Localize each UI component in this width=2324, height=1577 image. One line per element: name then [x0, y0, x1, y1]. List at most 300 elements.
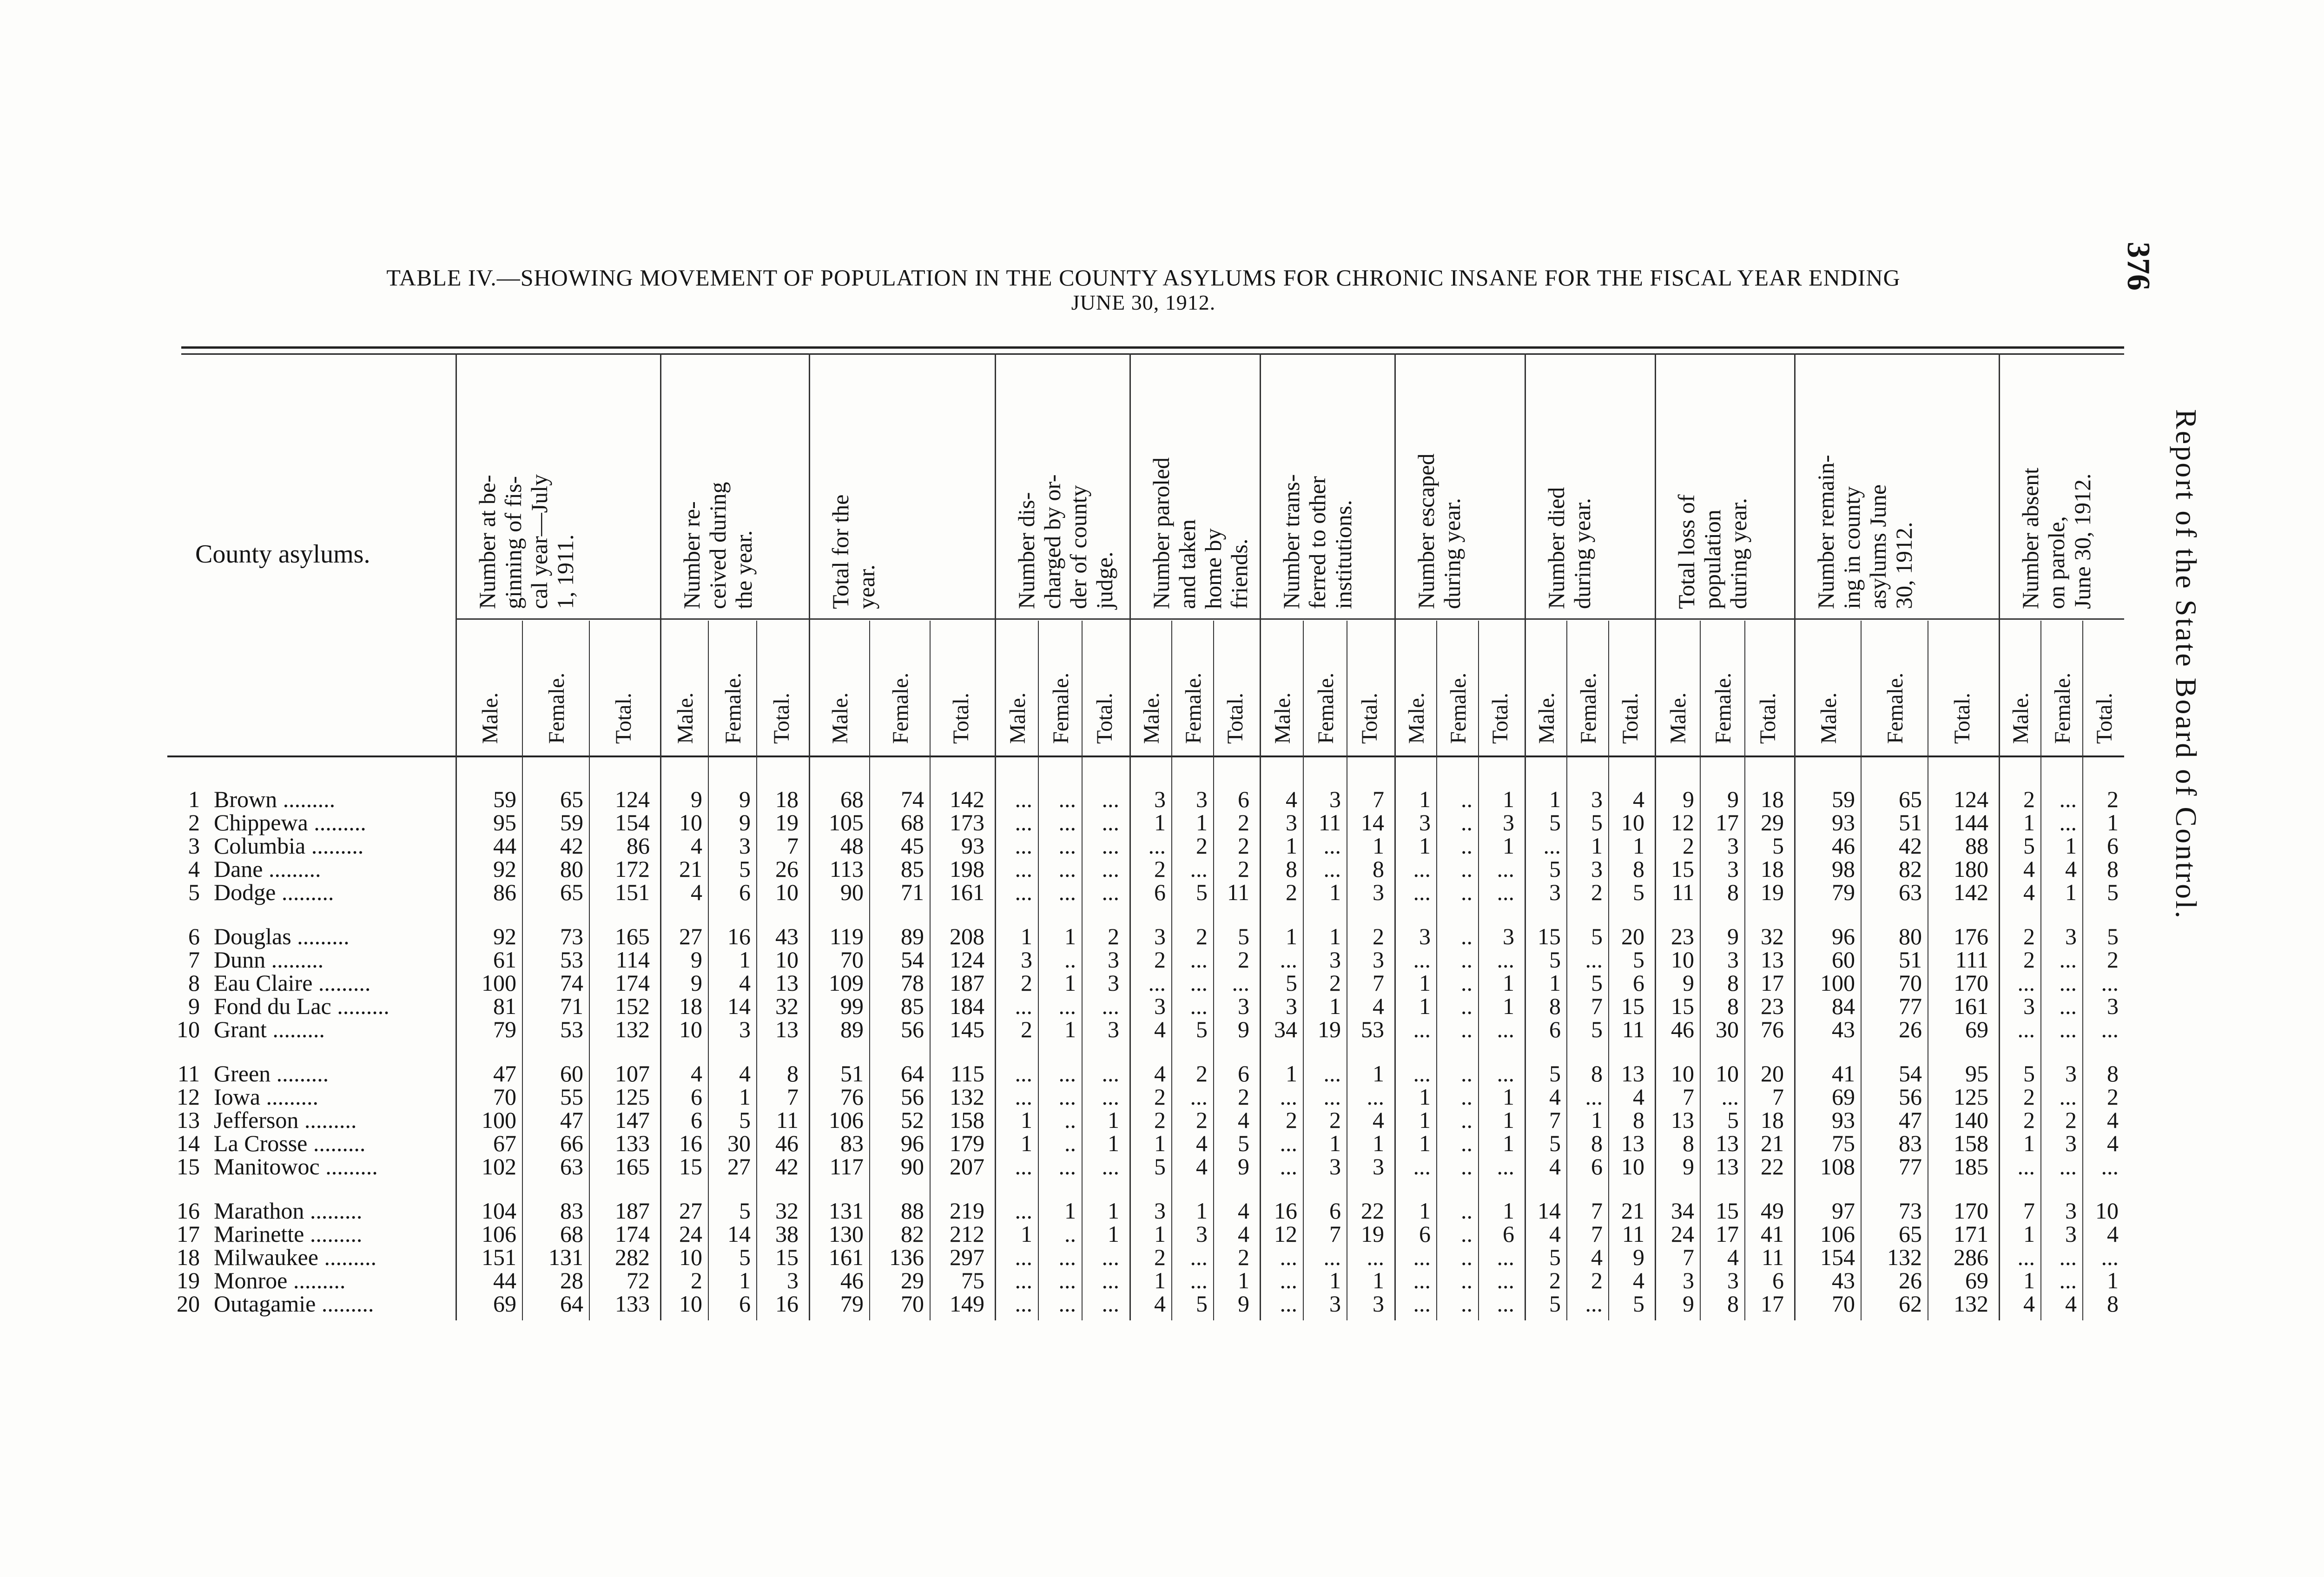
table-cell: .. — [1461, 1107, 1472, 1133]
table-cell: 2 — [2023, 1084, 2035, 1110]
table-cell: ... — [1015, 1267, 1032, 1293]
table-cell: 56 — [901, 1084, 924, 1110]
table-cell: 19 — [1318, 1016, 1341, 1042]
table-cell: ... — [1015, 993, 1032, 1019]
table-cell: ... — [2101, 970, 2119, 996]
table-cell: ... — [1413, 947, 1431, 973]
county-name: Grant ..... — [214, 1016, 325, 1043]
table-cell: 7 — [1683, 1084, 1694, 1110]
table-cell: 1 — [1549, 970, 1561, 996]
table-cell: 4 — [1633, 1267, 1644, 1293]
table-cell: 7 — [1591, 1221, 1603, 1247]
table-cell: 174 — [615, 970, 650, 996]
table-cell: ... — [2059, 947, 2077, 973]
table-cell: 1 — [1503, 970, 1514, 996]
table-cell: 5 — [1549, 1130, 1561, 1156]
table-cell: 4 — [1154, 1291, 1166, 1317]
sub-header-total: Total. — [1092, 693, 1117, 744]
table-cell: 66 — [560, 1130, 583, 1156]
table-cell: 151 — [482, 1244, 516, 1270]
table-cell: 1 — [1419, 993, 1431, 1019]
table-cell: 13 — [775, 1016, 799, 1042]
table-cell: 85 — [901, 993, 924, 1019]
table-cell: 1 — [1021, 923, 1032, 949]
table-cell: ... — [2059, 1153, 2077, 1179]
table-cell: ... — [1148, 970, 1166, 996]
county-name: Outagamie ..... — [214, 1290, 374, 1317]
table-cell: 149 — [950, 1291, 984, 1317]
table-cell: 82 — [901, 1221, 924, 1247]
county-name: Chippewa ..... — [214, 809, 366, 836]
table-cell: 102 — [482, 1153, 516, 1179]
table-cell: 2 — [2023, 923, 2035, 949]
table-cell: 115 — [950, 1060, 984, 1087]
table-cell: 56 — [1899, 1084, 1922, 1110]
table-cell: 43 — [1832, 1267, 1855, 1293]
table-cell: 1 — [1108, 1130, 1119, 1156]
table-cell: 6 — [1772, 1267, 1784, 1293]
table-cell: 219 — [950, 1198, 984, 1224]
table-cell: 18 — [1761, 786, 1784, 812]
row-number: 16 — [177, 1198, 200, 1224]
table-cell: 125 — [615, 1084, 650, 1110]
table-cell: 113 — [829, 856, 864, 882]
table-cell: 3 — [1108, 970, 1119, 996]
table-cell: 7 — [787, 833, 799, 859]
table-cell: 7 — [2023, 1198, 2035, 1224]
table-cell: .. — [1461, 947, 1472, 973]
table-cell: 130 — [829, 1221, 864, 1247]
table-cell: 82 — [1899, 856, 1922, 882]
table-cell: .. — [1461, 1016, 1472, 1042]
table-cell: 1 — [1503, 1198, 1514, 1224]
table-cell: ... — [1058, 1153, 1076, 1179]
table-cell: 165 — [615, 923, 650, 949]
table-cell: ... — [1015, 856, 1032, 882]
table-cell: ... — [1058, 879, 1076, 905]
sub-header-male: Male. — [1534, 692, 1559, 744]
sub-header-total: Total. — [611, 693, 636, 744]
table-cell: 5 — [1633, 879, 1644, 905]
table-cell: 55 — [560, 1084, 583, 1110]
table-cell: 4 — [691, 879, 702, 905]
table-cell: 30 — [1716, 1016, 1739, 1042]
table-cell: 5 — [1549, 1060, 1561, 1087]
table-cell: 2 — [1238, 809, 1249, 835]
table-cell: 2 — [2023, 1107, 2035, 1133]
table-cell: 13 — [1716, 1153, 1739, 1179]
table-cell: 73 — [560, 923, 583, 949]
table-cell: 8 — [1286, 856, 1297, 882]
table-row — [167, 1060, 2119, 1087]
table-cell: 124 — [950, 947, 984, 973]
sub-header-female: Female. — [1181, 672, 1206, 744]
table-cell: 1 — [1286, 1060, 1297, 1087]
table-cell: 2 — [1108, 923, 1119, 949]
sub-header-total: Total. — [2092, 693, 2117, 744]
table-row — [167, 1153, 2119, 1179]
table-cell: 1 — [1373, 833, 1384, 859]
table-cell: 15 — [1671, 856, 1694, 882]
table-cell: 10 — [679, 1291, 702, 1317]
table-cell: 1 — [1373, 1267, 1384, 1293]
table-cell: 30 — [727, 1130, 751, 1156]
table-cell: 1 — [1196, 809, 1208, 835]
table-cell: 10 — [775, 947, 799, 973]
table-cell: 98 — [1832, 856, 1855, 882]
table-cell: 2 — [1154, 947, 1166, 973]
table-cell: 46 — [840, 1267, 864, 1293]
table-cell: 70 — [1832, 1291, 1855, 1317]
table-cell: 15 — [1671, 993, 1694, 1019]
table-row — [167, 832, 2119, 859]
table-cell: ... — [2059, 970, 2077, 996]
table-cell: 79 — [493, 1016, 516, 1042]
table-cell: ... — [1102, 833, 1119, 859]
table-cell: 4 — [1591, 1244, 1603, 1270]
table-cell: ... — [1190, 993, 1208, 1019]
sub-header-total: Total. — [1618, 693, 1643, 744]
table-title-main: TABLE IV.—SHOWING MOVEMENT OF POPULATION IN THE COUNTY ASYLUMS FOR CHRONIC INSANE FOR THE FISCAL YEAR ENDING — [386, 265, 1901, 291]
sub-header-male: Male. — [2008, 692, 2033, 744]
sub-header-male: Male. — [478, 692, 502, 744]
table-cell: 114 — [615, 947, 650, 973]
table-cell: 180 — [1954, 856, 1988, 882]
table-cell: 12 — [1671, 809, 1694, 835]
table-cell: 7 — [1591, 1198, 1603, 1224]
table-cell: 32 — [775, 993, 799, 1019]
table-cell: 2 — [691, 1267, 702, 1293]
table-cell: 5 — [1549, 809, 1561, 835]
table-cell: 6 — [2107, 833, 2119, 859]
sub-header-female: Female. — [1446, 672, 1471, 744]
table-cell: 10 — [679, 1016, 702, 1042]
table-cell: 6 — [691, 1084, 702, 1110]
table-row — [167, 1244, 2119, 1270]
sub-header-total: Total. — [949, 693, 973, 744]
row-number: 7 — [188, 947, 200, 973]
table-cell: 173 — [950, 809, 984, 835]
table-cell: 21 — [1761, 1130, 1784, 1156]
sub-header-female: Female. — [544, 672, 569, 744]
table-cell: 2 — [1591, 1267, 1603, 1293]
table-cell: 2 — [1154, 856, 1166, 882]
table-cell: 15 — [1621, 993, 1644, 1019]
table-cell: 20 — [1621, 923, 1644, 949]
table-cell: 1 — [1064, 923, 1076, 949]
table-cell: 198 — [950, 856, 984, 882]
table-cell: ... — [1413, 1291, 1431, 1317]
table-cell: 22 — [1361, 1198, 1384, 1224]
table-cell: ... — [1497, 1060, 1514, 1087]
table-cell: 4 — [2023, 1291, 2035, 1317]
table-cell: 2 — [1286, 1107, 1297, 1133]
table-cell: 1 — [1238, 1267, 1249, 1293]
table-cell: 11 — [1227, 879, 1249, 905]
table-cell: 1 — [1154, 1267, 1166, 1293]
table-cell: 5 — [1633, 947, 1644, 973]
table-cell: ... — [1280, 1267, 1297, 1293]
table-cell: 2 — [1591, 879, 1603, 905]
table-cell: 80 — [560, 856, 583, 882]
table-cell: 161 — [1954, 993, 1988, 1019]
table-cell: 1 — [2107, 1267, 2119, 1293]
table-title-sub: JUNE 30, 1912. — [1071, 291, 1216, 314]
table-cell: ... — [1190, 1084, 1208, 1110]
table-cell: 1 — [1549, 786, 1561, 812]
group-header: Number died during year. — [1543, 487, 1595, 609]
table-cell: .. — [1064, 947, 1076, 973]
table-cell: ... — [1497, 1153, 1514, 1179]
table-cell: 1 — [1503, 786, 1514, 812]
table-cell: ... — [1585, 1084, 1603, 1110]
table-cell: 11 — [1671, 879, 1694, 905]
group-header: Number escaped during year. — [1413, 453, 1465, 609]
table-cell: ... — [1280, 1084, 1297, 1110]
table-cell: .. — [1461, 809, 1472, 835]
table-cell: 1 — [1419, 970, 1431, 996]
table-cell: 7 — [1591, 993, 1603, 1019]
table-cell: ... — [1015, 1153, 1032, 1179]
table-cell: 15 — [1538, 923, 1561, 949]
table-cell: 1 — [1503, 1130, 1514, 1156]
table-cell: 170 — [1954, 1198, 1988, 1224]
table-cell: 8 — [2107, 1291, 2119, 1317]
table-cell: ... — [1015, 1084, 1032, 1110]
table-cell: 282 — [615, 1244, 650, 1270]
table-cell: 1 — [1329, 923, 1341, 949]
table-cell: ... — [1413, 856, 1431, 882]
table-cell: 3 — [1373, 1153, 1384, 1179]
county-name: Columbia ..... — [214, 832, 363, 859]
table-cell: 4 — [1196, 1153, 1208, 1179]
table-cell: 2 — [1238, 856, 1249, 882]
table-cell: 6 — [739, 879, 751, 905]
table-cell: 6 — [1329, 1198, 1341, 1224]
table-cell: 78 — [901, 970, 924, 996]
table-cell: 104 — [482, 1198, 516, 1224]
table-cell: 172 — [615, 856, 650, 882]
table-cell: 10 — [679, 809, 702, 835]
table-cell: 142 — [950, 786, 984, 812]
table-cell: 3 — [739, 833, 751, 859]
table-cell: 10 — [1671, 947, 1694, 973]
table-row — [167, 993, 2119, 1019]
table-cell: 32 — [775, 1198, 799, 1224]
table-cell: 65 — [560, 786, 583, 812]
table-cell: 5 — [1591, 923, 1603, 949]
table-cell: 61 — [493, 947, 516, 973]
sub-header-male: Male. — [1139, 692, 1164, 744]
table-cell: ... — [2017, 1244, 2035, 1270]
table-cell: 5 — [1196, 1016, 1208, 1042]
table-cell: 3 — [1591, 856, 1603, 882]
table-cell: 13 — [775, 970, 799, 996]
table-cell: 44 — [493, 833, 516, 859]
table-cell: 19 — [1761, 879, 1784, 905]
table-cell: 4 — [1373, 993, 1384, 1019]
table-cell: 1 — [1021, 1130, 1032, 1156]
table-cell: .. — [1461, 970, 1472, 996]
table-cell: 3 — [1021, 947, 1032, 973]
table-cell: 9 — [691, 947, 702, 973]
table-row — [167, 923, 2119, 949]
table-cell: 5 — [1727, 1107, 1739, 1133]
table-cell: 46 — [775, 1130, 799, 1156]
table-cell: 1 — [739, 947, 751, 973]
table-cell: 3 — [1419, 809, 1431, 835]
table-cell: 65 — [1899, 1221, 1922, 1247]
table-cell: 92 — [493, 923, 516, 949]
row-number: 6 — [188, 923, 200, 949]
table-cell: ... — [1323, 833, 1341, 859]
table-cell: 3 — [1286, 809, 1297, 835]
table-cell: 4 — [1549, 1153, 1561, 1179]
table-cell: 2 — [1373, 923, 1384, 949]
table-cell: 1 — [1419, 833, 1431, 859]
table-cell: 27 — [679, 1198, 702, 1224]
table-cell: 71 — [901, 879, 924, 905]
table-cell: 5 — [1591, 809, 1603, 835]
table-cell: 4 — [1154, 1060, 1166, 1087]
table-cell: 6 — [739, 1291, 751, 1317]
table-cell: 1 — [1108, 1107, 1119, 1133]
table-cell: 63 — [560, 1153, 583, 1179]
table-cell: 14 — [1361, 809, 1384, 835]
table-cell: 1 — [1373, 1130, 1384, 1156]
table-cell: 69 — [1965, 1267, 1988, 1293]
table-cell: 67 — [493, 1130, 516, 1156]
table-cell: 9 — [691, 786, 702, 812]
table-cell: 4 — [1286, 786, 1297, 812]
table-cell: ... — [1367, 1244, 1384, 1270]
table-cell: 4 — [1633, 1084, 1644, 1110]
table-cell: 187 — [950, 970, 984, 996]
table-cell: 131 — [829, 1198, 864, 1224]
table-cell: 8 — [1683, 1130, 1694, 1156]
table-cell: 1 — [1196, 1198, 1208, 1224]
table-cell: 3 — [2065, 1060, 2077, 1087]
table-cell: 59 — [1832, 786, 1855, 812]
table-cell: 6 — [1549, 1016, 1561, 1042]
table-cell: 9 — [1683, 1153, 1694, 1179]
table-cell: 1 — [1503, 993, 1514, 1019]
table-cell: 10 — [679, 1244, 702, 1270]
table-row — [167, 1016, 2119, 1042]
table-cell: ... — [2017, 970, 2035, 996]
table-cell: 68 — [840, 786, 864, 812]
table-cell: .. — [1461, 1084, 1472, 1110]
table-cell: 4 — [1633, 786, 1644, 812]
table-cell: ... — [1015, 809, 1032, 835]
table-cell: 93 — [961, 833, 984, 859]
table-cell: 8 — [1549, 993, 1561, 1019]
table-cell: ... — [2017, 1153, 2035, 1179]
table-cell: ... — [1497, 947, 1514, 973]
table-cell: 11 — [1761, 1244, 1784, 1270]
table-cell: 26 — [1899, 1267, 1922, 1293]
table-cell: ... — [1058, 833, 1076, 859]
table-cell: 3 — [2023, 993, 2035, 1019]
table-cell: 3 — [1108, 1016, 1119, 1042]
table-cell: 4 — [739, 970, 751, 996]
table-cell: 3 — [1108, 947, 1119, 973]
table-cell: 83 — [1899, 1130, 1922, 1156]
table-cell: 3 — [1419, 923, 1431, 949]
table-cell: 1 — [1154, 1221, 1166, 1247]
table-cell: 8 — [1591, 1060, 1603, 1087]
table-cell: 3 — [1727, 1267, 1739, 1293]
table-cell: 10 — [775, 879, 799, 905]
table-cell: 154 — [615, 809, 650, 835]
table-cell: ... — [2101, 1153, 2119, 1179]
table-cell: 3 — [1154, 993, 1166, 1019]
table-cell: 71 — [560, 993, 583, 1019]
table-cell: 1 — [1503, 1107, 1514, 1133]
table-cell: 5 — [1549, 1244, 1561, 1270]
table-cell: 9 — [1238, 1291, 1249, 1317]
table-cell: 1 — [1108, 1198, 1119, 1224]
table-cell: 1 — [1021, 1221, 1032, 1247]
row-number: 20 — [177, 1291, 200, 1317]
row-number: 5 — [188, 879, 200, 905]
table-cell: 5 — [1238, 923, 1249, 949]
table-cell: 47 — [560, 1107, 583, 1133]
table-cell: 9 — [1633, 1244, 1644, 1270]
table-cell: ... — [1323, 1060, 1341, 1087]
table-cell: 9 — [1238, 1016, 1249, 1042]
table-cell: 24 — [679, 1221, 702, 1247]
table-cell: ... — [2059, 786, 2077, 812]
table-cell: 3 — [1727, 856, 1739, 882]
table-row — [167, 1290, 2119, 1317]
county-name: Dunn ..... — [214, 946, 324, 973]
county-column-header: County asylums. — [195, 540, 370, 569]
table-cell: 69 — [1965, 1016, 1988, 1042]
table-cell: 96 — [1832, 923, 1855, 949]
county-name: Monroe ..... — [214, 1267, 345, 1294]
table-cell: ... — [1497, 1244, 1514, 1270]
table-cell: 6 — [1633, 970, 1644, 996]
table-cell: 44 — [493, 1267, 516, 1293]
table-cell: 9 — [1683, 970, 1694, 996]
county-name: La Crosse ..... — [214, 1130, 365, 1157]
table-cell: .. — [1461, 1198, 1472, 1224]
county-name: Marathon ..... — [214, 1197, 362, 1224]
table-cell: 105 — [829, 809, 864, 835]
table-cell: 1 — [1419, 1084, 1431, 1110]
table-cell: 2 — [1683, 833, 1694, 859]
county-name: Dodge ..... — [214, 879, 334, 906]
table-cell: 99 — [840, 993, 864, 1019]
table-cell: 15 — [1716, 1198, 1739, 1224]
table-cell: 80 — [1899, 923, 1922, 949]
sub-header-female: Female. — [721, 672, 746, 744]
table-cell: 4 — [739, 1060, 751, 1087]
table-cell: ... — [1413, 1244, 1431, 1270]
table-cell: ... — [1543, 833, 1561, 859]
county-name: Fond du Lac ..... — [214, 993, 390, 1020]
table-cell: 16 — [727, 923, 751, 949]
row-number: 2 — [188, 809, 200, 835]
table-cell: 1 — [1064, 1016, 1076, 1042]
table-cell: 15 — [775, 1244, 799, 1270]
table-cell: ... — [1497, 1267, 1514, 1293]
table-cell: 158 — [950, 1107, 984, 1133]
table-cell: 73 — [1899, 1198, 1922, 1224]
table-cell: 176 — [1954, 923, 1988, 949]
table-cell: 1 — [1286, 923, 1297, 949]
